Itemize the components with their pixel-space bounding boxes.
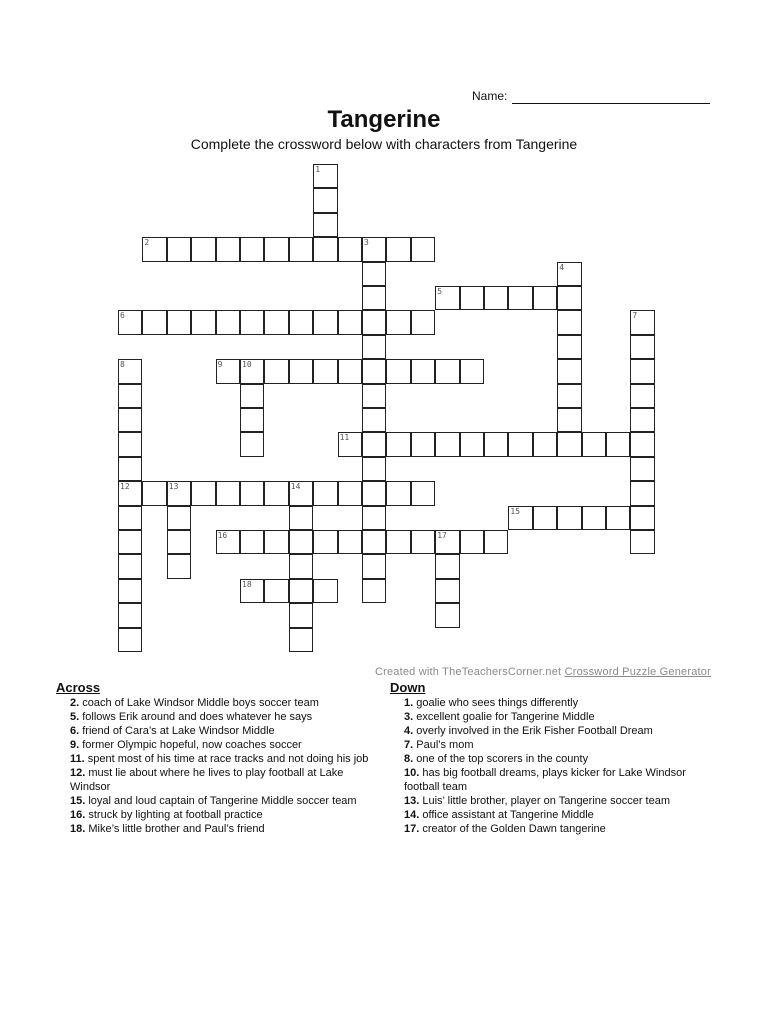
grid-cell[interactable] xyxy=(460,530,484,554)
grid-cell[interactable] xyxy=(338,310,362,334)
down-clue-number: 3. xyxy=(404,711,414,723)
across-clue-text: Mike’s little brother and Paul’s friend xyxy=(85,823,265,835)
grid-clue-number: 15 xyxy=(510,506,521,516)
grid-cell[interactable] xyxy=(557,335,581,359)
grid-cell[interactable] xyxy=(362,457,386,481)
grid-cell[interactable] xyxy=(484,432,508,456)
grid-cell[interactable] xyxy=(118,530,142,554)
grid-cell[interactable] xyxy=(630,359,654,383)
down-clue xyxy=(390,766,710,794)
grid-cell[interactable] xyxy=(411,237,435,261)
grid-clue-number: 6 xyxy=(120,311,125,321)
grid-cell[interactable] xyxy=(533,506,557,530)
grid-cell[interactable] xyxy=(411,481,435,505)
grid-cell[interactable] xyxy=(362,237,386,261)
down-clue-text: office assistant at Tangerine Middle xyxy=(419,809,594,821)
down-clue-number: 1. xyxy=(404,697,414,709)
across-clue xyxy=(56,752,376,766)
across-clue-number: 5. xyxy=(70,711,80,723)
credit-line xyxy=(375,666,711,678)
grid-cell[interactable] xyxy=(118,359,142,383)
grid-cell[interactable] xyxy=(289,530,313,554)
grid-cell[interactable] xyxy=(386,530,410,554)
grid-cell[interactable] xyxy=(435,530,459,554)
grid-cell[interactable] xyxy=(167,237,191,261)
across-clue xyxy=(56,822,376,836)
grid-cell[interactable] xyxy=(191,310,215,334)
down-clue-number: 8. xyxy=(404,753,414,765)
across-clue xyxy=(56,808,376,822)
grid-cell[interactable] xyxy=(557,408,581,432)
grid-clue-number: 1 xyxy=(315,165,321,174)
grid-clue-number: 17 xyxy=(437,531,447,540)
grid-cell[interactable] xyxy=(338,530,362,554)
grid-cell[interactable] xyxy=(338,237,362,261)
across-clue xyxy=(56,738,376,752)
down-clue-number: 14. xyxy=(404,809,420,821)
across-clue xyxy=(56,766,376,794)
across-clue-text: follows Erik around and does whatever he says xyxy=(79,711,313,723)
down-clue-number: 17. xyxy=(404,823,420,835)
grid-clue-number: 5 xyxy=(437,287,443,296)
down-clue-text: creator of the Golden Dawn tangerine xyxy=(419,823,606,835)
name-label: Name: xyxy=(472,89,508,103)
grid-cell[interactable] xyxy=(435,579,459,603)
grid-cell[interactable] xyxy=(118,310,142,334)
grid-cell[interactable] xyxy=(630,408,654,432)
down-clue-number: 10. xyxy=(404,767,420,779)
grid-cell[interactable] xyxy=(508,506,532,530)
grid-clue-number: 12 xyxy=(120,482,130,492)
grid-cell[interactable] xyxy=(362,408,386,432)
grid-cell[interactable] xyxy=(240,237,264,261)
grid-cell[interactable] xyxy=(313,310,337,334)
grid-clue-number: 9 xyxy=(217,360,223,370)
grid-cell[interactable] xyxy=(289,628,313,652)
grid-cell[interactable] xyxy=(264,481,288,505)
across-clue-text: struck by lighting at football practice xyxy=(85,809,263,821)
grid-cell[interactable] xyxy=(606,432,630,456)
down-clue-text: Paul’s mom xyxy=(413,739,474,751)
grid-cell[interactable] xyxy=(264,579,288,603)
down-clues xyxy=(390,680,710,836)
grid-cell[interactable] xyxy=(167,506,191,530)
grid-cell[interactable] xyxy=(630,457,654,481)
grid-cell[interactable] xyxy=(435,432,459,456)
grid-cell[interactable] xyxy=(362,335,386,359)
grid-cell[interactable] xyxy=(118,432,142,456)
grid-cell[interactable] xyxy=(313,213,337,237)
across-clue-number: 16. xyxy=(70,809,86,821)
grid-clue-number: 4 xyxy=(559,262,565,272)
grid-cell[interactable] xyxy=(118,628,142,652)
grid-cell[interactable] xyxy=(167,530,191,554)
grid-clue-number: 2 xyxy=(144,238,150,248)
down-clue-number: 7. xyxy=(404,739,414,751)
across-clue-text: loyal and loud captain of Tangerine Middle soccer team xyxy=(85,795,357,807)
grid-cell[interactable] xyxy=(118,554,142,578)
down-clue xyxy=(390,738,710,752)
grid-clue-number: 8 xyxy=(120,360,125,370)
down-clue xyxy=(390,696,710,710)
grid-cell[interactable] xyxy=(557,310,581,334)
across-clue-number: 9. xyxy=(70,739,80,751)
grid-cell[interactable] xyxy=(289,506,313,530)
grid-cell[interactable] xyxy=(289,579,313,603)
across-clue-number: 6. xyxy=(70,725,80,737)
across-clue xyxy=(56,794,376,808)
grid-cell[interactable] xyxy=(118,384,142,408)
grid-cell[interactable] xyxy=(362,359,386,383)
grid-cell[interactable] xyxy=(142,310,166,334)
grid-clue-number: 3 xyxy=(364,238,369,248)
grid-cell[interactable] xyxy=(289,359,313,383)
grid-cell[interactable] xyxy=(411,359,435,383)
down-clue xyxy=(390,808,710,822)
across-clue-number: 12. xyxy=(70,767,86,779)
grid-cell[interactable] xyxy=(191,481,215,505)
grid-cell[interactable] xyxy=(289,310,313,334)
grid-cell[interactable] xyxy=(338,481,362,505)
grid-cell[interactable] xyxy=(118,481,142,505)
grid-cell[interactable] xyxy=(435,554,459,578)
grid-cell[interactable] xyxy=(289,554,313,578)
grid-cell[interactable] xyxy=(240,432,264,456)
grid-cell[interactable] xyxy=(167,310,191,334)
grid-cell[interactable] xyxy=(118,579,142,603)
grid-cell[interactable] xyxy=(435,286,459,310)
grid-cell[interactable] xyxy=(362,579,386,603)
grid-cell[interactable] xyxy=(191,237,215,261)
down-clue-text: goalie who sees things differently xyxy=(413,697,579,709)
grid-cell[interactable] xyxy=(557,432,581,456)
down-clue xyxy=(390,710,710,724)
grid-cell[interactable] xyxy=(313,237,337,261)
grid-cell[interactable] xyxy=(411,530,435,554)
grid-cell[interactable] xyxy=(460,286,484,310)
grid-cell[interactable] xyxy=(362,262,386,286)
across-clue xyxy=(56,724,376,738)
down-clue-text: has big football dreams, plays kicker for Lake Windsor football team xyxy=(404,767,686,793)
grid-cell[interactable] xyxy=(386,310,410,334)
grid-cell[interactable] xyxy=(630,530,654,554)
grid-cell[interactable] xyxy=(313,579,337,603)
across-clue xyxy=(56,696,376,710)
grid-cell[interactable] xyxy=(216,359,240,383)
grid-cell[interactable] xyxy=(582,506,606,530)
down-clue xyxy=(390,822,710,836)
grid-cell[interactable] xyxy=(240,579,264,603)
grid-clue-number: 7 xyxy=(632,311,638,321)
grid-cell[interactable] xyxy=(313,530,337,554)
across-clue-number: 11. xyxy=(70,753,85,765)
grid-cell[interactable] xyxy=(142,237,166,261)
across-clue-text: former Olympic hopeful, now coaches soccer xyxy=(79,739,302,751)
grid-cell[interactable] xyxy=(264,359,288,383)
grid-cell[interactable] xyxy=(557,286,581,310)
grid-cell[interactable] xyxy=(264,530,288,554)
grid-cell[interactable] xyxy=(630,432,654,456)
grid-cell[interactable] xyxy=(216,237,240,261)
across-clue-number: 2. xyxy=(70,697,80,709)
down-clue-text: overly involved in the Erik Fisher Football Dream xyxy=(413,725,653,737)
grid-cell[interactable] xyxy=(240,384,264,408)
grid-cell[interactable] xyxy=(557,359,581,383)
down-clue-number: 13. xyxy=(404,795,420,807)
down-clue-text: Luis’ little brother, player on Tangerine soccer team xyxy=(419,795,670,807)
down-clue-text: one of the top scorers in the county xyxy=(413,753,589,765)
grid-cell[interactable] xyxy=(118,457,142,481)
grid-cell[interactable] xyxy=(386,432,410,456)
grid-cell[interactable] xyxy=(167,481,191,505)
across-clue-text: friend of Cara’s at Lake Windsor Middle xyxy=(79,725,275,737)
grid-cell[interactable] xyxy=(630,335,654,359)
across-heading: Across xyxy=(56,680,101,695)
grid-clue-number: 14 xyxy=(290,482,301,492)
grid-cell[interactable] xyxy=(557,384,581,408)
grid-cell[interactable] xyxy=(411,432,435,456)
grid-cell[interactable] xyxy=(289,481,313,505)
grid-cell[interactable] xyxy=(313,164,337,188)
grid-cell[interactable] xyxy=(630,310,654,334)
grid-cell[interactable] xyxy=(484,286,508,310)
grid-cell[interactable] xyxy=(533,432,557,456)
grid-cell[interactable] xyxy=(386,359,410,383)
grid-clue-number: 13 xyxy=(168,482,179,492)
grid-cell[interactable] xyxy=(362,481,386,505)
grid-clue-number: 16 xyxy=(217,531,228,540)
grid-cell[interactable] xyxy=(362,506,386,530)
down-clue-number: 4. xyxy=(404,725,414,737)
across-clue-number: 15. xyxy=(70,795,86,807)
grid-cell[interactable] xyxy=(460,432,484,456)
down-clue xyxy=(390,752,710,766)
grid-cell[interactable] xyxy=(264,310,288,334)
grid-cell[interactable] xyxy=(167,554,191,578)
grid-cell[interactable] xyxy=(313,481,337,505)
grid-cell[interactable] xyxy=(240,310,264,334)
across-clue xyxy=(56,710,376,724)
across-clues xyxy=(56,680,376,836)
grid-cell[interactable] xyxy=(582,432,606,456)
grid-cell[interactable] xyxy=(557,506,581,530)
grid-cell[interactable] xyxy=(533,286,557,310)
grid-cell[interactable] xyxy=(508,286,532,310)
across-clue-number: 18. xyxy=(70,823,86,835)
grid-clue-number: 10 xyxy=(242,360,252,370)
grid-cell[interactable] xyxy=(142,481,166,505)
grid-cell[interactable] xyxy=(216,530,240,554)
grid-cell[interactable] xyxy=(362,310,386,334)
grid-cell[interactable] xyxy=(338,359,362,383)
grid-clue-number: 11 xyxy=(339,433,350,443)
across-clue-text: must lie about where he lives to play football at Lake Windsor xyxy=(70,767,344,793)
grid-cell[interactable] xyxy=(630,384,654,408)
credit-prefix: Created with TheTeachersCorner.net xyxy=(374,666,565,678)
grid-cell[interactable] xyxy=(313,359,337,383)
grid-cell[interactable] xyxy=(362,286,386,310)
across-clue-text: spent most of his time at race tracks and not doing his job xyxy=(84,753,369,765)
grid-cell[interactable] xyxy=(216,310,240,334)
grid-cell[interactable] xyxy=(386,481,410,505)
grid-cell[interactable] xyxy=(313,188,337,212)
grid-cell[interactable] xyxy=(484,530,508,554)
grid-cell[interactable] xyxy=(508,432,532,456)
grid-cell[interactable] xyxy=(362,530,386,554)
grid-cell[interactable] xyxy=(606,506,630,530)
grid-cell[interactable] xyxy=(630,506,654,530)
grid-cell[interactable] xyxy=(362,432,386,456)
down-heading: Down xyxy=(390,680,426,695)
name-field[interactable] xyxy=(512,103,710,104)
grid-cell[interactable] xyxy=(240,481,264,505)
grid-cell[interactable] xyxy=(216,481,240,505)
grid-cell[interactable] xyxy=(289,603,313,627)
grid-cell[interactable] xyxy=(411,310,435,334)
grid-cell[interactable] xyxy=(460,359,484,383)
grid-cell[interactable] xyxy=(386,237,410,261)
grid-cell[interactable] xyxy=(240,530,264,554)
grid-cell[interactable] xyxy=(338,432,362,456)
grid-cell[interactable] xyxy=(362,384,386,408)
across-clue-text: coach of Lake Windsor Middle boys soccer team xyxy=(79,697,319,709)
grid-cell[interactable] xyxy=(557,262,581,286)
grid-cell[interactable] xyxy=(289,237,313,261)
grid-cell[interactable] xyxy=(435,359,459,383)
down-clue xyxy=(390,724,710,738)
grid-clue-number: 18 xyxy=(242,579,252,589)
page-title: Tangerine xyxy=(327,106,441,133)
grid-cell[interactable] xyxy=(630,481,654,505)
credit-link[interactable]: Crossword Puzzle Generator xyxy=(564,666,711,678)
page-subtitle: Complete the crossword below with characters from Tangerine xyxy=(190,136,578,152)
grid-cell[interactable] xyxy=(435,603,459,627)
grid-cell[interactable] xyxy=(118,506,142,530)
down-clue-text: excellent goalie for Tangerine Middle xyxy=(413,711,595,723)
down-clue xyxy=(390,794,710,808)
grid-cell[interactable] xyxy=(240,359,264,383)
grid-cell[interactable] xyxy=(264,237,288,261)
grid-cell[interactable] xyxy=(362,554,386,578)
grid-cell[interactable] xyxy=(118,408,142,432)
grid-cell[interactable] xyxy=(240,408,264,432)
grid-cell[interactable] xyxy=(118,603,142,627)
